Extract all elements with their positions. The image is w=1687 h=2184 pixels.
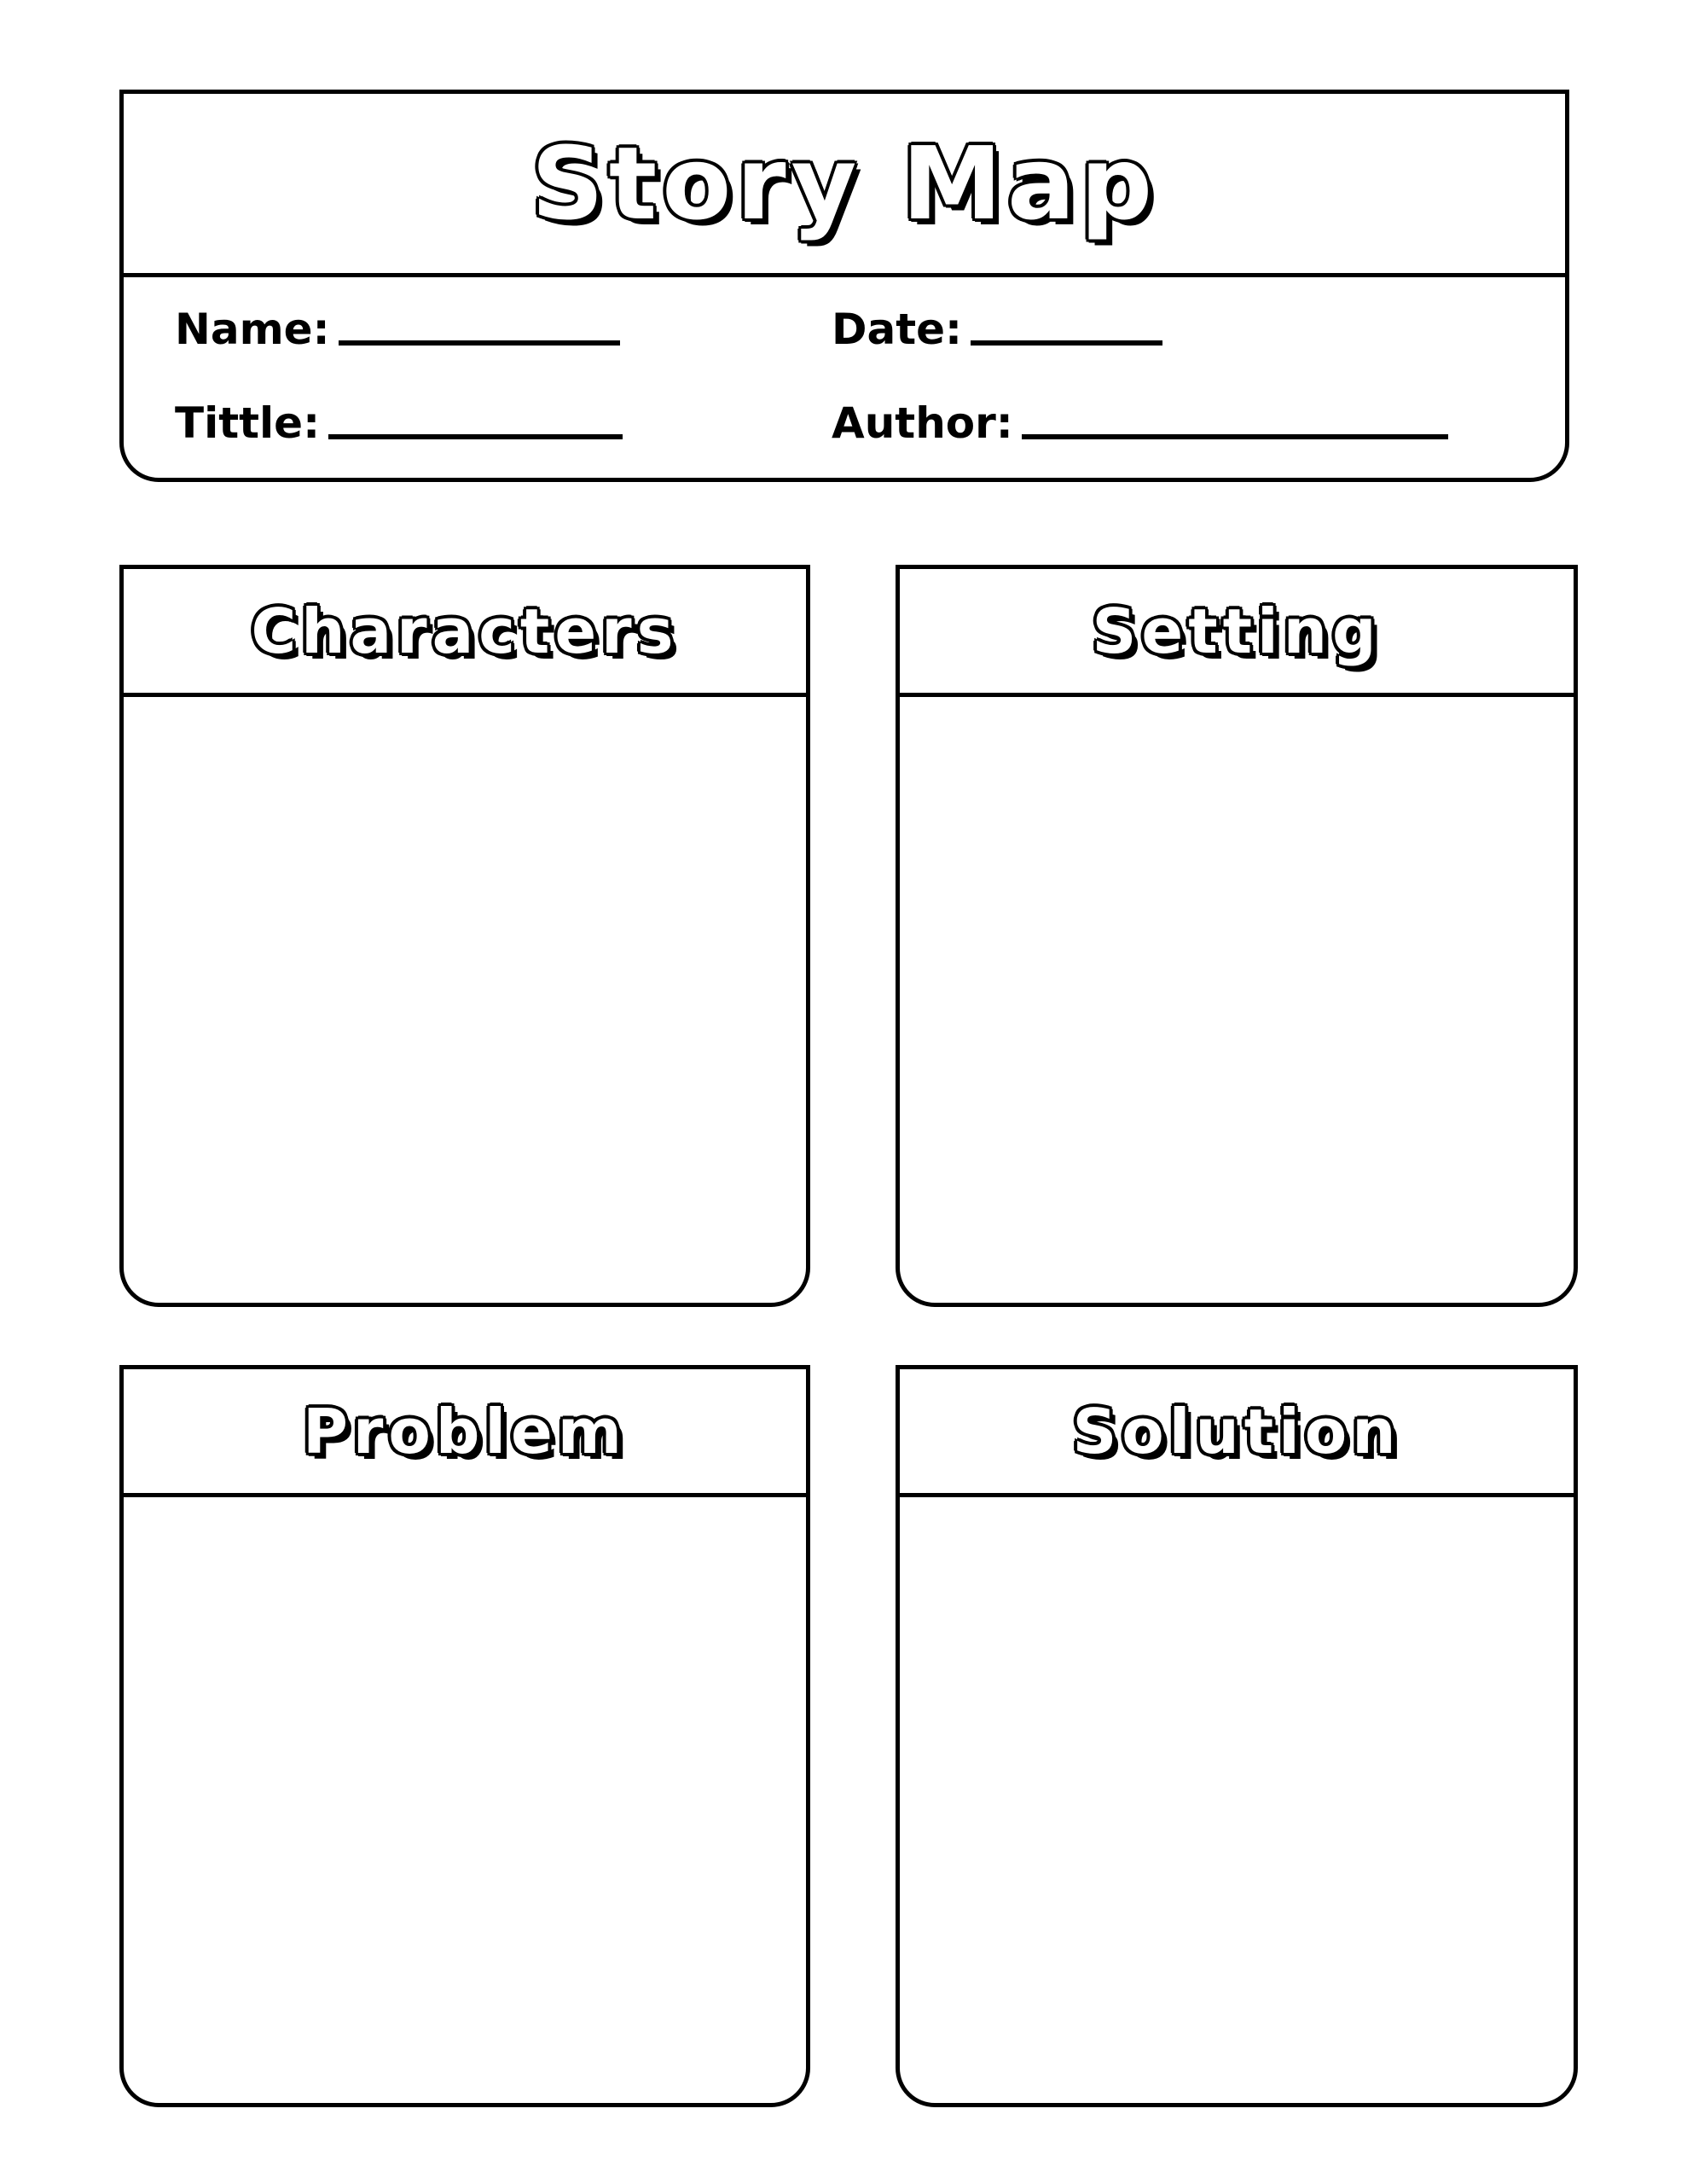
section-characters-header — [124, 569, 806, 697]
section-setting-title: Setting — [1092, 595, 1382, 667]
section-characters-title: Characters — [251, 595, 679, 667]
section-solution-header — [900, 1369, 1574, 1497]
section-problem-header — [124, 1369, 806, 1497]
info-field-row-1 — [124, 277, 1565, 381]
date-field-line[interactable] — [971, 334, 1162, 346]
title-field[interactable] — [175, 398, 623, 448]
date-field-label: Date: — [832, 305, 963, 354]
page-title: Story Map — [530, 125, 1158, 242]
info-field-row-2 — [124, 371, 1565, 475]
section-setting — [896, 565, 1578, 1307]
section-problem — [119, 1365, 810, 2107]
name-field[interactable] — [175, 305, 620, 354]
title-field-label: Tittle: — [175, 398, 321, 448]
header-block — [119, 90, 1569, 482]
section-solution-title: Solution — [1072, 1395, 1401, 1467]
author-field[interactable] — [832, 398, 1448, 448]
section-setting-header — [900, 569, 1574, 697]
section-solution — [896, 1365, 1578, 2107]
section-problem-writing-area[interactable] — [124, 1497, 806, 2103]
info-fields — [124, 277, 1565, 486]
name-field-line[interactable] — [339, 334, 620, 346]
section-setting-writing-area[interactable] — [900, 697, 1574, 1303]
title-bar — [124, 94, 1565, 277]
section-problem-title: Problem — [303, 1395, 627, 1467]
section-characters — [119, 565, 810, 1307]
section-characters-writing-area[interactable] — [124, 697, 806, 1303]
name-field-label: Name: — [175, 305, 330, 354]
author-field-label: Author: — [832, 398, 1013, 448]
date-field[interactable] — [832, 305, 1162, 354]
section-solution-writing-area[interactable] — [900, 1497, 1574, 2103]
author-field-line[interactable] — [1022, 427, 1448, 439]
title-field-line[interactable] — [328, 427, 623, 439]
